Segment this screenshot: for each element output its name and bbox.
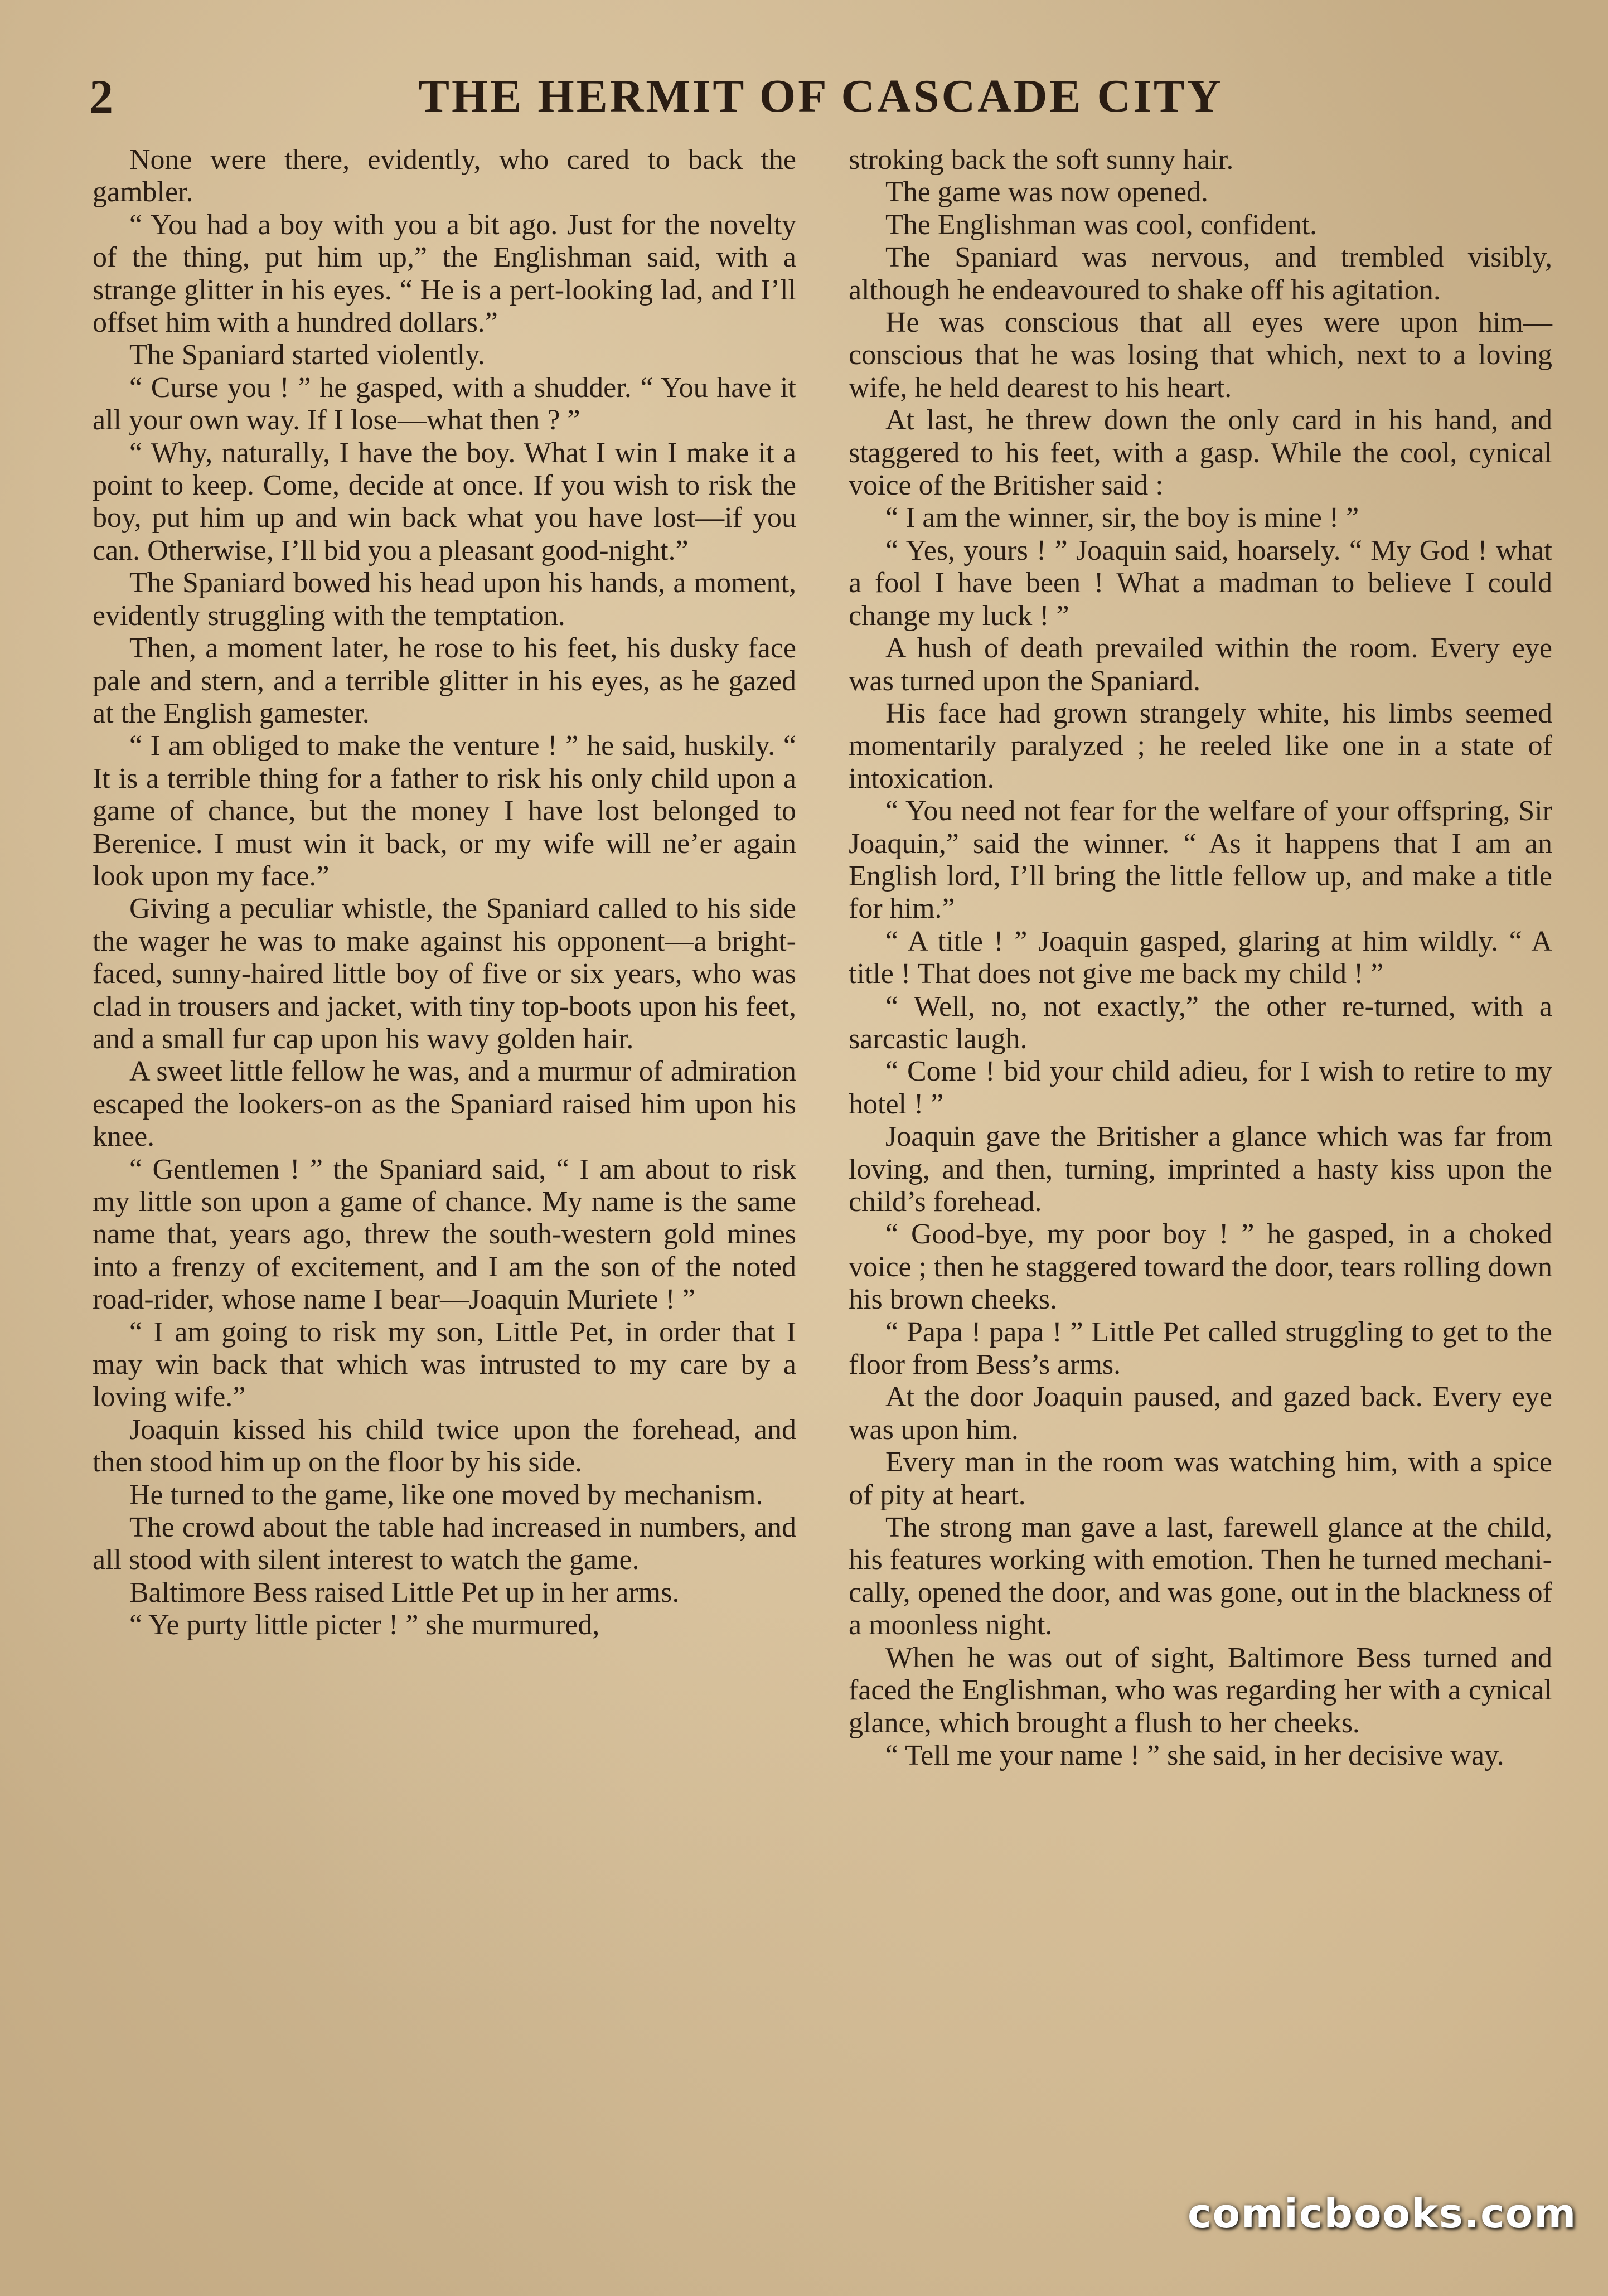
paragraph: A sweet little fellow he was, and a murmur of admiration escaped the lookers-on as the Spaniard raised him upon his knee. bbox=[93, 1055, 796, 1153]
paragraph: When he was out of sight, Baltimore Bess turned and faced the Englishman, who was regarding her with a cynical glance, which brought a flush to her cheeks. bbox=[849, 1641, 1552, 1739]
paragraph: He was conscious that all eyes were upon him—conscious that he was losing that which, next to a loving wife, he held dearest to his heart. bbox=[849, 307, 1552, 404]
paragraph: “ Gentlemen ! ” the Spaniard said, “ I am about to risk my little son upon a game of chance. My name is the same name that, years ago, threw the south-western gold mines into a frenzy of excitement, and I am the son of the noted road-rider, whose name I bear—Joaquin Muriete ! ” bbox=[93, 1153, 796, 1316]
paragraph: “ Well, no, not exactly,” the other re-turned, with a sarcastic laugh. bbox=[849, 990, 1552, 1055]
paragraph: “ Curse you ! ” he gasped, with a shudder. “ You have it all your own way. If I lose—what then ? ” bbox=[93, 371, 796, 437]
page-number: 2 bbox=[89, 70, 113, 123]
paragraph: “ Yes, yours ! ” Joaquin said, hoarsely. “ My God ! what a fool I have been ! What a madman to believe I could change my luck ! ” bbox=[849, 534, 1552, 632]
paragraph: The Spaniard started violently. bbox=[129, 339, 485, 371]
paragraph: His face had grown strangely white, his limbs seemed momentarily paralyzed ; he reeled like one in a state of intoxication. bbox=[849, 697, 1552, 795]
paragraph: “ A title ! ” Joaquin gasped, glaring at him wildly. “ A title ! That does not give me back my child ! ” bbox=[849, 925, 1552, 990]
paragraph: Joaquin gave the Britisher a glance which was far from loving, and then, turning, imprinted a hasty kiss upon the child’s forehead. bbox=[849, 1121, 1552, 1218]
paragraph: None were there, evidently, who cared to back the gambler. bbox=[93, 144, 796, 209]
paragraph: At last, he threw down the only card in his hand, and staggered to his feet, with a gasp. While the cool, cynical voice of the Britisher said : bbox=[849, 404, 1552, 502]
paragraph: “ I am going to risk my son, Little Pet, in order that I may win back that which was intrusted to my care by a loving wife.” bbox=[93, 1316, 796, 1413]
paragraph: “ Tell me your name ! ” she said, in her decisive way. bbox=[885, 1739, 1504, 1771]
paragraph: The crowd about the table had increased in numbers, and all stood with silent interest to watch the game. bbox=[93, 1512, 796, 1576]
paragraph: “ You had a boy with you a bit ago. Just for the novelty of the thing, put him up,” the Englishman said, with a strange glitter in his eyes. “ He is a pert-looking lad, and I’ll offset him with a hundred dollars.” bbox=[93, 209, 796, 339]
paragraph: stroking back the soft sunny hair. bbox=[849, 144, 1234, 176]
paragraph: The Englishman was cool, confident. bbox=[885, 209, 1318, 241]
paragraph: “ You need not fear for the welfare of your offspring, Sir Joaquin,” said the winner. “ As it happens that I am an English lord, I’ll bring the little fellow up, and make a title for him.” bbox=[849, 795, 1552, 925]
left-text-column bbox=[93, 144, 796, 1642]
running-title: THE HERMIT OF CASCADE CITY bbox=[418, 70, 1223, 122]
paragraph: “ Come ! bid your child adieu, for I wish to retire to my hotel ! ” bbox=[849, 1055, 1552, 1120]
paragraph: The game was now opened. bbox=[885, 176, 1209, 209]
paragraph: Joaquin kissed his child twice upon the forehead, and then stood him up on the floor by his side. bbox=[93, 1413, 796, 1479]
paragraph: The Spaniard bowed his head upon his hands, a moment, evidently struggling with the temptation. bbox=[93, 567, 796, 632]
watermark-text: comicbooks.com bbox=[1188, 2190, 1577, 2237]
paragraph: The strong man gave a last, farewell glance at the child, his features working with emotion. Then he turned mechani-cally, opened the door, and was gone, out in the blackness of a moonless night. bbox=[849, 1512, 1552, 1641]
paragraph: Then, a moment later, he rose to his feet, his dusky face pale and stern, and a terrible glitter in his eyes, as he gazed at the English gamester. bbox=[93, 632, 796, 729]
paragraph: He turned to the game, like one moved by mechanism. bbox=[129, 1479, 763, 1511]
paragraph: “ Papa ! papa ! ” Little Pet called struggling to get to the floor from Bess’s arms. bbox=[849, 1316, 1552, 1381]
paragraph: “ Ye purty little picter ! ” she murmured, bbox=[129, 1609, 600, 1641]
right-text-column bbox=[849, 144, 1552, 1772]
paragraph: “ I am the winner, sir, the boy is mine ! ” bbox=[885, 502, 1359, 534]
paragraph: Baltimore Bess raised Little Pet up in her arms. bbox=[129, 1576, 680, 1609]
paragraph: At the door Joaquin paused, and gazed back. Every eye was upon him. bbox=[849, 1381, 1552, 1446]
paragraph: “ I am obliged to make the venture ! ” he said, huskily. “ It is a terrible thing for a father to risk his only child upon a game of chance, but the money I have lost belonged to Berenice. I must win it back, or my wife will ne’er again look upon my face.” bbox=[93, 730, 796, 892]
paragraph: A hush of death prevailed within the room. Every eye was turned upon the Spaniard. bbox=[849, 632, 1552, 697]
paragraph: Every man in the room was watching him, with a spice of pity at heart. bbox=[849, 1446, 1552, 1511]
paragraph: The Spaniard was nervous, and trembled visibly, although he endeavoured to shake off his agitation. bbox=[849, 241, 1552, 306]
page-header bbox=[89, 66, 1227, 133]
paragraph: “ Why, naturally, I have the boy. What I win I make it a point to keep. Come, decide at once. If you wish to risk the boy, put him up and win back what you have lost—if you can. Otherwise, I’ll bid you a pleasant good-night.” bbox=[93, 437, 796, 566]
paragraph: “ Good-bye, my poor boy ! ” he gasped, in a choked voice ; then he staggered toward the door, tears rolling down his brown cheeks. bbox=[849, 1218, 1552, 1316]
paragraph: Giving a peculiar whistle, the Spaniard called to his side the wager he was to make against his opponent—a bright-faced, sunny-haired little boy of five or six years, who was clad in trousers and jacket, with tiny top-boots upon his feet, and a small fur cap upon his wavy golden hair. bbox=[93, 893, 796, 1055]
